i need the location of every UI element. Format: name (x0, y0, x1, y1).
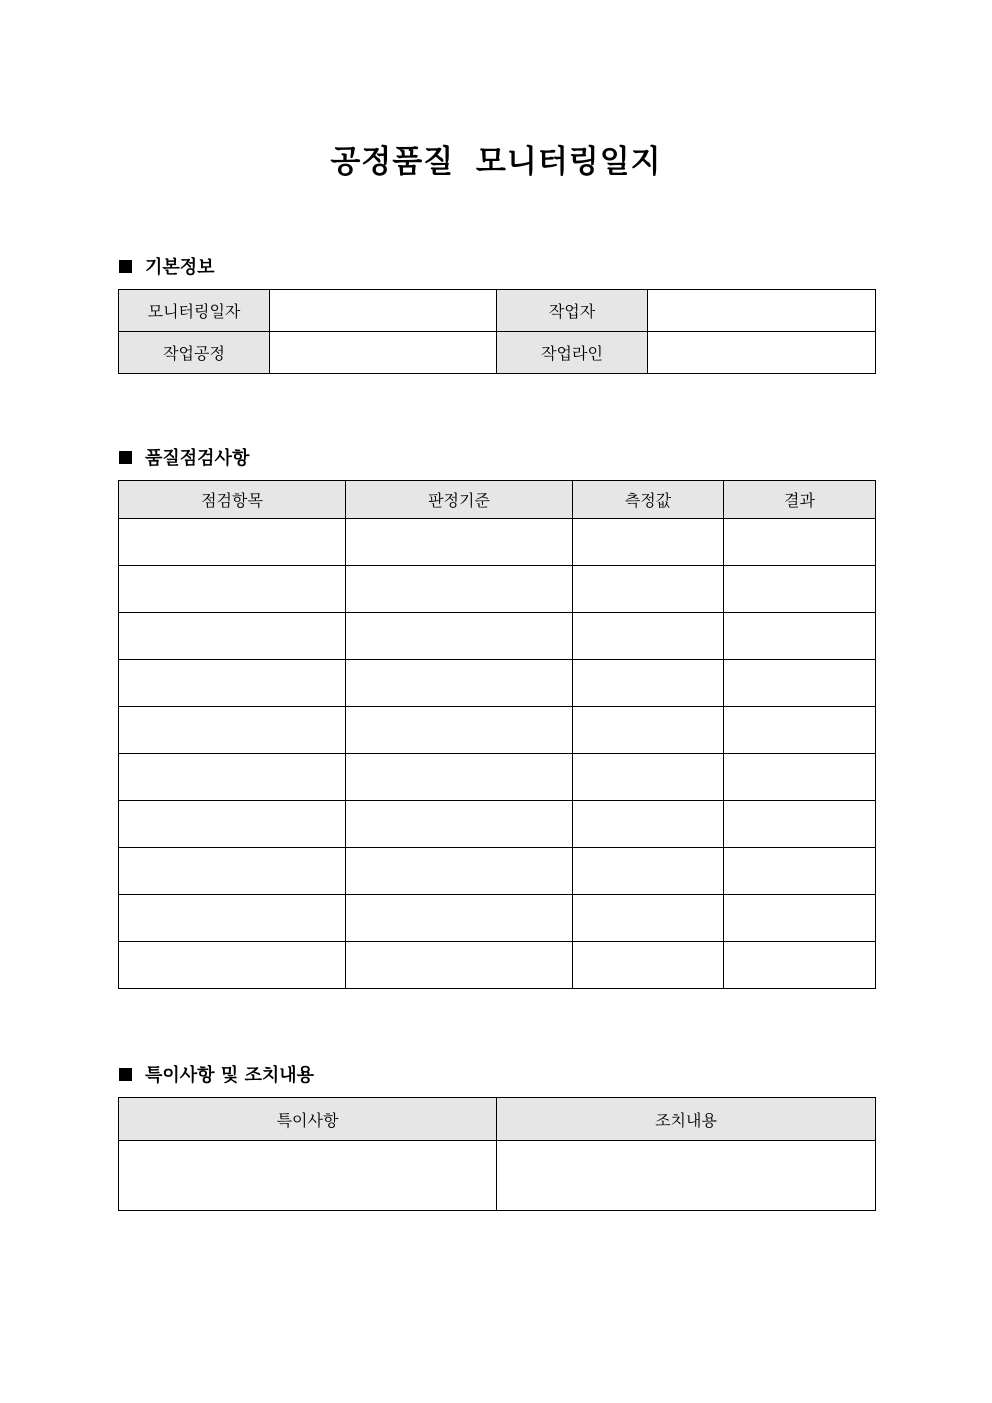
table-row (119, 613, 876, 660)
table-row (119, 754, 876, 801)
actions-field[interactable] (497, 1141, 876, 1211)
criteria-cell[interactable] (346, 660, 573, 707)
table-row (119, 290, 876, 332)
result-cell[interactable] (724, 519, 876, 566)
special-notes-header: 특이사항 (119, 1098, 497, 1141)
quality-table-body (119, 519, 876, 989)
inspection-item-cell[interactable] (119, 895, 346, 942)
black-square-icon (119, 1068, 132, 1081)
measured-value-cell[interactable] (573, 754, 724, 801)
measured-value-cell[interactable] (573, 848, 724, 895)
work-process-label: 작업공정 (119, 332, 270, 374)
result-header: 결과 (724, 481, 876, 519)
criteria-cell[interactable] (346, 848, 573, 895)
worker-field[interactable] (648, 290, 876, 332)
table-row (119, 942, 876, 989)
result-cell[interactable] (724, 942, 876, 989)
result-cell[interactable] (724, 707, 876, 754)
table-row (119, 1141, 876, 1211)
inspection-item-header: 점검항목 (119, 481, 346, 519)
measured-value-header: 측정값 (573, 481, 724, 519)
basic-info-table (118, 289, 876, 374)
criteria-header: 판정기준 (346, 481, 573, 519)
table-row (119, 707, 876, 754)
worker-label: 작업자 (497, 290, 648, 332)
result-cell[interactable] (724, 895, 876, 942)
black-square-icon (119, 451, 132, 464)
inspection-item-cell[interactable] (119, 519, 346, 566)
section-heading-quality (119, 444, 249, 470)
table-row (119, 332, 876, 374)
quality-inspection-table (118, 480, 876, 989)
table-header-row (119, 481, 876, 519)
inspection-item-cell[interactable] (119, 754, 346, 801)
measured-value-cell[interactable] (573, 519, 724, 566)
table-row (119, 566, 876, 613)
inspection-item-cell[interactable] (119, 566, 346, 613)
table-header-row (119, 1098, 876, 1141)
section-heading-label: 특이사항 및 조치내용 (145, 1065, 315, 1086)
result-cell[interactable] (724, 613, 876, 660)
inspection-item-cell[interactable] (119, 660, 346, 707)
inspection-item-cell[interactable] (119, 707, 346, 754)
table-row (119, 660, 876, 707)
work-process-field[interactable] (270, 332, 497, 374)
criteria-cell[interactable] (346, 942, 573, 989)
criteria-cell[interactable] (346, 613, 573, 660)
measured-value-cell[interactable] (573, 801, 724, 848)
work-line-field[interactable] (648, 332, 876, 374)
criteria-cell[interactable] (346, 519, 573, 566)
table-row (119, 519, 876, 566)
table-row (119, 895, 876, 942)
result-cell[interactable] (724, 660, 876, 707)
result-cell[interactable] (724, 566, 876, 613)
notes-actions-table (118, 1097, 876, 1211)
inspection-item-cell[interactable] (119, 801, 346, 848)
black-square-icon (119, 260, 132, 273)
measured-value-cell[interactable] (573, 613, 724, 660)
work-line-label: 작업라인 (497, 332, 648, 374)
measured-value-cell[interactable] (573, 660, 724, 707)
result-cell[interactable] (724, 754, 876, 801)
criteria-cell[interactable] (346, 754, 573, 801)
page-title: 공정품질 모니터링일지 (330, 144, 662, 180)
measured-value-cell[interactable] (573, 942, 724, 989)
inspection-item-cell[interactable] (119, 942, 346, 989)
section-heading-notes (119, 1061, 314, 1087)
criteria-cell[interactable] (346, 566, 573, 613)
inspection-item-cell[interactable] (119, 613, 346, 660)
criteria-cell[interactable] (346, 707, 573, 754)
measured-value-cell[interactable] (573, 566, 724, 613)
actions-header: 조치내용 (497, 1098, 876, 1141)
section-heading-label: 기본정보 (145, 257, 215, 278)
special-notes-field[interactable] (119, 1141, 497, 1211)
criteria-cell[interactable] (346, 895, 573, 942)
table-row (119, 801, 876, 848)
measured-value-cell[interactable] (573, 707, 724, 754)
section-heading-label: 품질점검사항 (145, 448, 250, 469)
table-row (119, 848, 876, 895)
inspection-item-cell[interactable] (119, 848, 346, 895)
measured-value-cell[interactable] (573, 895, 724, 942)
result-cell[interactable] (724, 801, 876, 848)
monitoring-date-field[interactable] (270, 290, 497, 332)
criteria-cell[interactable] (346, 801, 573, 848)
section-heading-basic (119, 253, 215, 279)
monitoring-date-label: 모니터링일자 (119, 290, 270, 332)
result-cell[interactable] (724, 848, 876, 895)
